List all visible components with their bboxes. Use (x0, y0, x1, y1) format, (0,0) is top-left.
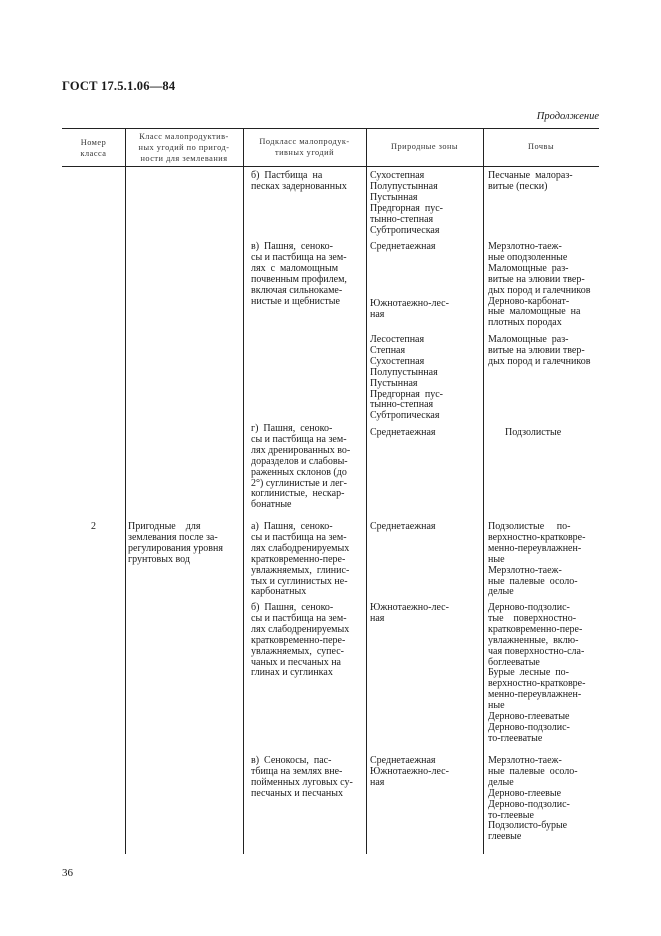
zone-cell: Южнотаежно-лес- ная (370, 298, 449, 320)
continuation-label: Продолжение (536, 111, 599, 122)
subclass-cell: а) Пашня, сеноко- сы и пастбища на зем- лях слабодренируемых кратковременно-пере- увлажняемых, глинис- тых и суглинистых не- карбонатных (251, 521, 350, 598)
soil-cell: Мерзлотно-таеж- ные оподзоленные Маломощные раз- витые на элювии твер- дых пород и галечников Дерново-карбонат- ные маломощные на плотных породах (488, 241, 591, 329)
column-divider (366, 128, 367, 854)
header-land-class: Класс малопродуктив- ных угодий по пригод- ности для землевания (138, 132, 230, 163)
header-natural-zones: Природные зоны (390, 142, 459, 151)
zone-cell: Среднетаежная (370, 427, 436, 438)
table-top-rule (62, 128, 599, 129)
zone-cell: Лесостепная Степная Сухостепная Полупустынная Пустынная Предгорная пус- тынно-степная Субтропическая (370, 334, 443, 422)
column-divider (483, 128, 484, 854)
column-divider (125, 128, 126, 854)
document-title: ГОСТ 17.5.1.06—84 (62, 79, 176, 93)
class-number-cell: 2 (91, 521, 96, 532)
table-header-rule (62, 166, 599, 167)
header-subclass: Подкласс малопродук- тивных угодий (259, 137, 350, 157)
soil-cell: Маломощные раз- витые на элювии твер- дых пород и галечников (488, 334, 591, 367)
subclass-cell: в) Пашня, сеноко- сы и пастбища на зем- лях с маломощным почвенным профилем, включая сильнокаме- нистые и щебнистые (251, 241, 347, 307)
zone-cell: Сухостепная Полупустынная Пустынная Предгорная пус- тынно-степная Субтропическая (370, 170, 443, 236)
zone-cell: Среднетаежная Южнотаежно-лес- ная (370, 755, 449, 788)
land-class-cell: Пригодные для землевания после за- регулирования уровня грунтовых вод (128, 521, 223, 565)
page-number: 36 (62, 867, 73, 879)
zone-cell: Среднетаежная (370, 241, 436, 252)
subclass-cell: г) Пашня, сеноко- сы и пастбища на зем- лях дренированных во- доразделов и слабовы- раженных склонов (до 2°) суглинистые и лег- коглинистые, нескар- бонатные (251, 423, 351, 511)
soil-cell: Дерново-подзолис- тые поверхностно- кратковременно-пере- увлажненные, вклю- чая поверхностно-сла- боглееватые Бурые лесные по- верхностно-кратковре- менно-переувлажнен- ные Дерново-глееватые Дерново-подзолис- то-глееватые (488, 602, 586, 744)
header-class-number: Номер класса (80, 138, 107, 158)
subclass-cell: б) Пашня, сеноко- сы и пастбища на зем- лях слабодренируемых кратковременно-пере- увлажняемых, супес- чаных и песчаных на глинах и суглинках (251, 602, 350, 679)
soil-cell: Подзолистые по- верхностно-кратковре- менно-переувлажнен- ные Мерзлотно-таеж- ные палевые осоло- делые (488, 521, 586, 598)
soil-cell: Песчаные малораз- витые (пески) (488, 170, 573, 192)
soil-cell: Подзолистые (505, 427, 562, 438)
header-soils: Почвы (527, 142, 555, 151)
subclass-cell: б) Пастбища на песках задернованных (251, 170, 347, 192)
zone-cell: Среднетаежная (370, 521, 436, 532)
column-divider (243, 128, 244, 854)
soil-cell: Мерзлотно-таеж- ные палевые осоло- делые Дерново-глеевые Дерново-подзолис- то-глеевые Подзолисто-бурые глеевые (488, 755, 578, 843)
subclass-cell: в) Сенокосы, пас- тбища на землях вне- пойменных луговых су- песчаных и песчаных (251, 755, 353, 799)
zone-cell: Южнотаежно-лес- ная (370, 602, 449, 624)
